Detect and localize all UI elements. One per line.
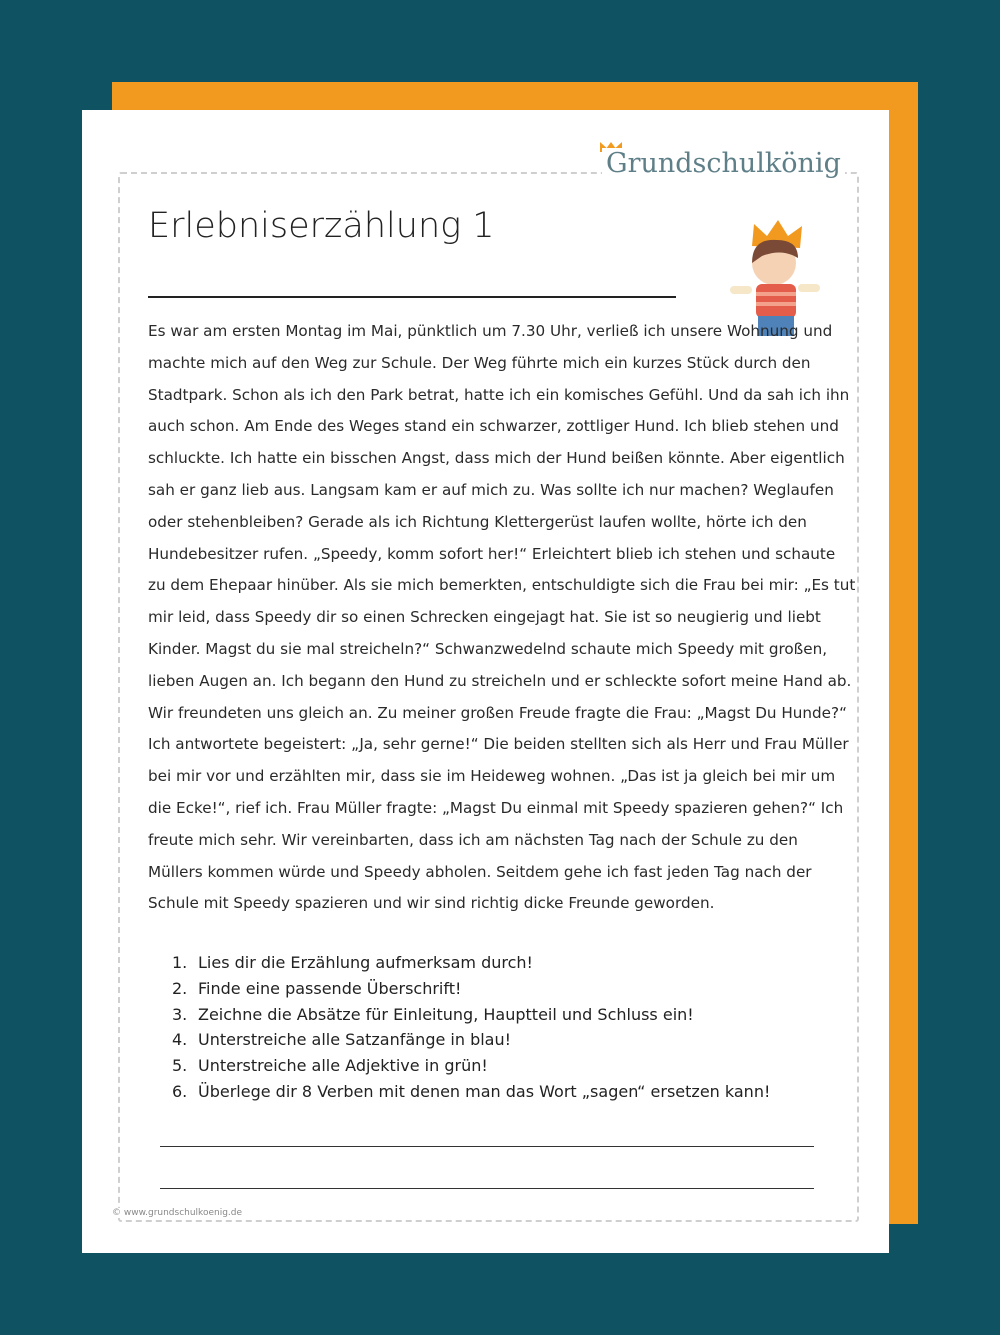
story-line: machte mich auf den Weg zur Schule. Der Weg führte mich ein kurzes Stück durch den [148,353,811,372]
copyright-text: © www.grundschulkoenig.de [112,1208,246,1218]
story-line: lieben Augen an. Ich begann den Hund zu streicheln und er schleckte sofort meine Hand ab. [148,671,852,690]
story-line: Schule mit Speedy spazieren und wir sind richtig dicke Freunde geworden. [148,894,715,913]
task-number: 3. [172,1004,188,1024]
task-number: 4. [172,1030,188,1050]
story-line: bei mir vor und erzählten mir, dass sie im Heideweg wohnen. „Das ist ja gleich bei mir um [148,767,836,786]
answer-line [160,1146,814,1147]
answer-line [160,1188,814,1189]
story-text [148,316,856,920]
story-line: mir leid, dass Speedy dir so einen Schrecken eingejagt hat. Sie ist so neugierig und liebt [148,608,821,627]
story-line: Wir freundeten uns gleich an. Zu meiner großen Freude fragte die Frau: „Magst Du Hunde?“ [148,703,847,722]
task-text: Unterstreiche alle Satzanfänge in blau! [198,1030,512,1050]
story-line: oder stehenbleiben? Gerade als ich Richtung Klettergerüst laufen wollte, hörte ich den [148,512,807,531]
task-text: Überlege dir 8 Verben mit denen man das Wort „sagen“ ersetzen kann! [198,1081,771,1101]
task-number: 2. [172,978,188,998]
task-text: Zeichne die Absätze für Einleitung, Hauptteil und Schluss ein! [198,1004,694,1024]
task-item [172,1027,770,1053]
story-line: Ich antwortete begeistert: „Ja, sehr gerne!“ Die beiden stellten sich als Herr und Frau Müller [148,735,849,754]
task-text: Finde eine passende Überschrift! [198,978,462,998]
task-item [172,1053,770,1079]
task-item [172,976,770,1002]
story-line: zu dem Ehepaar hinüber. Als sie mich bemerkten, entschuldigte sich die Frau bei mir: „Es tut [148,576,856,595]
task-item [172,1002,770,1028]
task-list [172,950,770,1105]
story-line: Es war am ersten Montag im Mai, pünktlich um 7.30 Uhr, verließ ich unsere Wohnung und [148,322,833,340]
story-line: auch schon. Am Ende des Weges stand ein schwarzer, zottliger Hund. Ich blieb stehen und [148,417,839,436]
story-line: Kinder. Magst du sie mal streicheln?“ Schwanzwedelnd schaute mich Speedy mit großen, [148,639,828,658]
task-number: 6. [172,1081,188,1101]
story-line: die Ecke!“, rief ich. Frau Müller fragte: „Magst Du einmal mit Speedy spazieren gehen?“ Ich [148,798,844,817]
story-line: freute mich sehr. Wir vereinbarten, dass ich am nächsten Tag nach der Schule zu den [148,830,798,849]
brand-logo: Grundschulkönig [602,148,845,179]
task-number: 1. [172,953,188,972]
task-text: Unterstreiche alle Adjektive in grün! [198,1056,488,1076]
page-title: Erlebniserzählung 1 [148,206,495,246]
story-line: schluckte. Ich hatte ein bisschen Angst, dass mich der Hund beißen könnte. Aber eigentlich [148,449,845,468]
story-line: Stadtpark. Schon als ich den Park betrat, hatte ich ein komisches Gefühl. Und da sah ich ihn [148,385,850,404]
worksheet-page [82,110,889,1253]
title-underline [148,296,676,298]
story-line: Müllers kommen würde und Speedy abholen. Seitdem gehe ich fast jeden Tag nach der [148,862,812,881]
task-item [172,1079,770,1105]
task-number: 5. [172,1056,188,1076]
story-line: sah er ganz lieb aus. Langsam kam er auf mich zu. Was sollte ich nur machen? Weglaufen [148,480,834,499]
story-line: Hundebesitzer rufen. „Speedy, komm sofort her!“ Erleichtert blieb ich stehen und schaute [148,544,836,563]
task-text: Lies dir die Erzählung aufmerksam durch! [198,953,533,972]
task-item [172,950,770,976]
